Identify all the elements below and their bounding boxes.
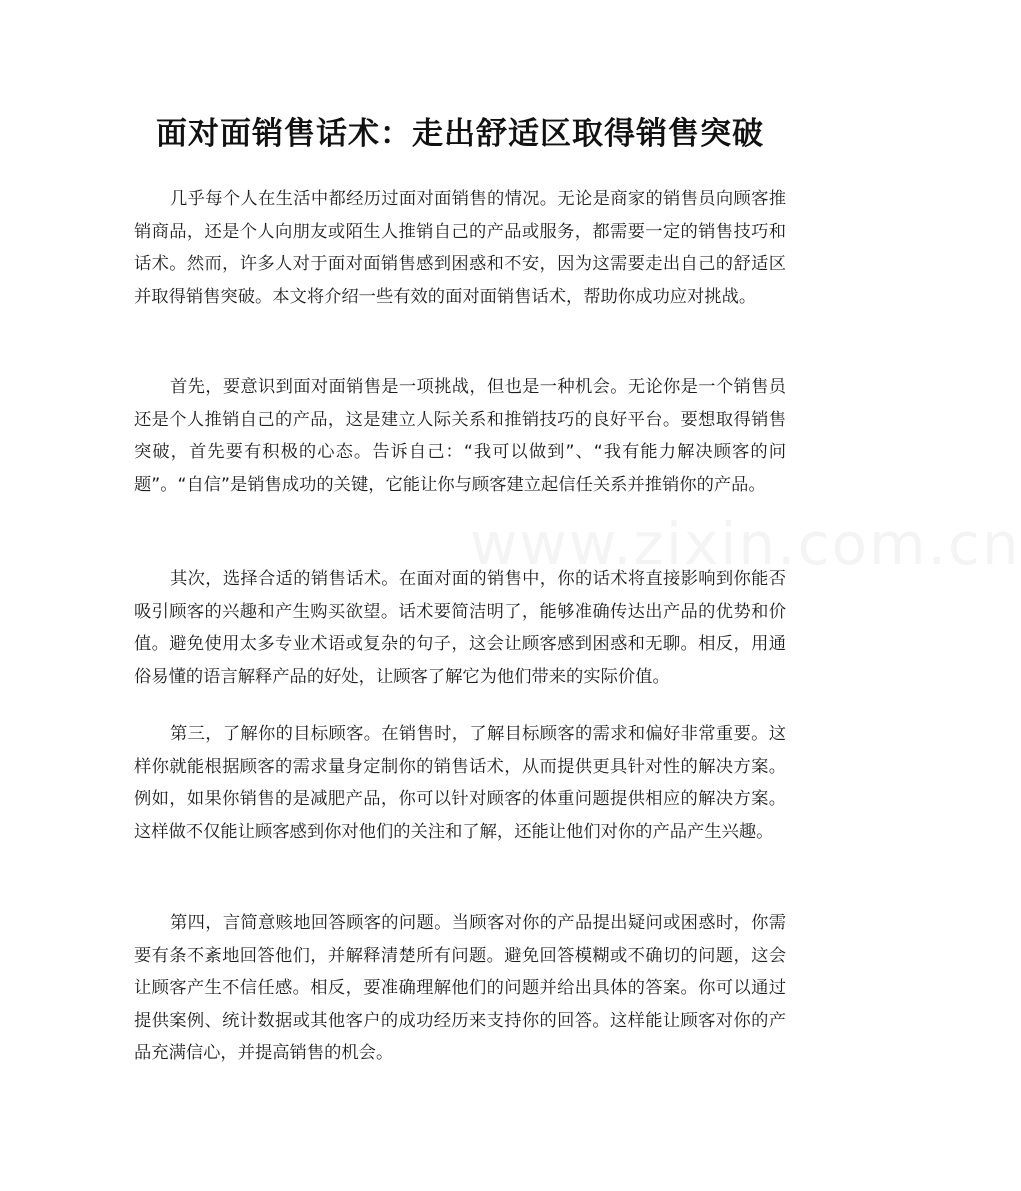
paragraph-first: 首先，要意识到面对面销售是一项挑战，但也是一种机会。无论你是一个销售员还是个人推销自己的产品，这是建立人际关系和推销技巧的良好平台。要想取得销售突破，首先要有积极的心态。告诉自己：“我可以做到”、“我有能力解决顾客的问题”。“自信”是销售成功的关键，它能让你与顾客建立起信任关系并推销你的产品。 bbox=[134, 377, 786, 495]
paragraph-intro: 几乎每个人在生活中都经历过面对面销售的情况。无论是商家的销售员向顾客推销商品，还是个人向朋友或陌生人推销自己的产品或服务，都需要一定的销售技巧和话术。然而，许多人对于面对面销售感到困惑和不安，因为这需要走出自己的舒适区并取得销售突破。本文将介绍一些有效的面对面销售话术，帮助你成功应对挑战。 bbox=[134, 189, 786, 307]
document-title: 面对面销售话术：走出舒适区取得销售突破 bbox=[156, 116, 764, 152]
watermark: www.zixin.com.cn bbox=[470, 510, 1021, 578]
paragraph-second: 其次，选择合适的销售话术。在面对面的销售中，你的话术将直接影响到你能否吸引顾客的兴趣和产生购买欲望。话术要简洁明了，能够准确传达出产品的优势和价值。避免使用太多专业术语或复杂的句子，这会让顾客感到困惑和无聊。相反，用通俗易懂的语言解释产品的好处，让顾客了解它为他们带来的实际价值。 bbox=[134, 569, 786, 687]
paragraph-fourth: 第四，言简意赅地回答顾客的问题。当顾客对你的产品提出疑问或困惑时，你需要有条不紊地回答他们，并解释清楚所有问题。避免回答模糊或不确切的问题，这会让顾客产生不信任感。相反，要准确理解他们的问题并给出具体的答案。你可以通过提供案例、统计数据或其他客户的成功经历来支持你的回答。这样能让顾客对你的产品充满信心，并提高销售的机会。 bbox=[134, 913, 786, 1063]
paragraph-third: 第三，了解你的目标顾客。在销售时，了解目标顾客的需求和偏好非常重要。这样你就能根据顾客的需求量身定制你的销售话术，从而提供更具针对性的解决方案。例如，如果你销售的是减肥产品，你可以针对顾客的体重问题提供相应的解决方案。这样做不仅能让顾客感到你对他们的关注和了解，还能让他们对你的产品产生兴趣。 bbox=[134, 724, 786, 842]
